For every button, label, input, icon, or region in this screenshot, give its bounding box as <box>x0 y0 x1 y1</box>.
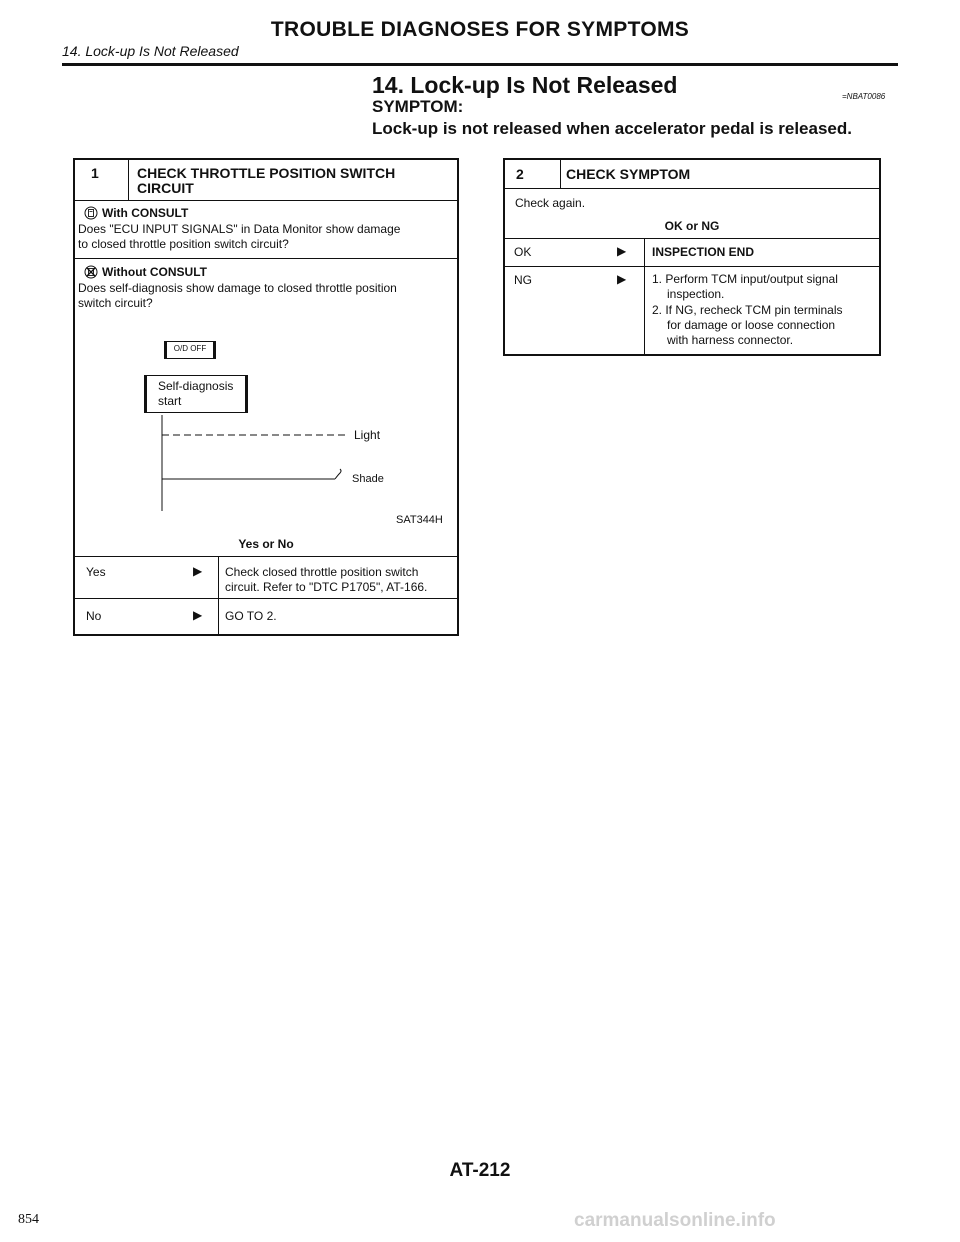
step1-yes-arrow-icon: ▶ <box>193 564 203 578</box>
step2-ng-item1-line2: inspection. <box>667 287 725 301</box>
self-diagnosis-line1: Self-diagnosis <box>158 379 234 393</box>
step1-number: 1 <box>91 165 99 181</box>
margin-number: 854 <box>18 1212 39 1227</box>
figure-id: SAT344H <box>396 514 443 526</box>
symptom-text: Lock-up is not released when accelerator pedal is released. <box>372 119 852 138</box>
step2-ok-action: INSPECTION END <box>652 245 755 259</box>
light-label: Light <box>354 428 381 442</box>
step2-question: OK or NG <box>664 219 720 233</box>
step1-number-divider <box>128 160 129 200</box>
step1-yes-action-line1: Check closed throttle position switch <box>225 565 419 579</box>
page-header-title: TROUBLE DIAGNOSES FOR SYMPTOMS <box>270 18 690 41</box>
step2-ng-label: NG <box>514 273 532 287</box>
step1-header-rule <box>75 200 457 201</box>
without-consult-question-line2: switch circuit? <box>78 296 153 310</box>
step2-number: 2 <box>516 166 524 182</box>
self-diagnosis-line2: start <box>158 394 182 408</box>
step2-ok-rule <box>505 266 879 267</box>
symptom-label: SYMPTOM: <box>372 97 464 116</box>
without-consult-question-line1: Does self-diagnosis show damage to closed throttle position <box>78 281 397 295</box>
step2-ng-item2-line2: for damage or loose connection <box>667 318 836 332</box>
section-title: 14. Lock-up Is Not Released <box>372 72 678 98</box>
page-header-subtitle: 14. Lock-up Is Not Released <box>62 43 239 59</box>
with-consult-question-line1: Does "ECU INPUT SIGNALS" in Data Monitor show damage <box>78 222 401 236</box>
no-consult-icon <box>84 265 98 279</box>
with-consult-question-line2: to closed throttle position switch circuit? <box>78 237 289 251</box>
header-rule <box>62 63 898 66</box>
step1-no-action: GO TO 2. <box>225 609 277 623</box>
step2-ng-item2-line1: 2. If NG, recheck TCM pin terminals <box>652 303 843 317</box>
step2-question-rule <box>505 238 879 239</box>
without-consult-label: Without CONSULT <box>102 265 207 279</box>
consult-icon <box>84 206 98 220</box>
watermark: carmanualsonline.info <box>574 1210 776 1231</box>
step1-yes-rule <box>75 598 457 599</box>
step2-ng-arrow-icon: ▶ <box>617 272 627 286</box>
light-shade-timing-diagram <box>155 413 355 523</box>
step1-yes-action-line2: circuit. Refer to "DTC P1705", AT-166. <box>225 580 428 594</box>
step1-no-arrow-icon: ▶ <box>193 608 203 622</box>
step2-ng-item1-line1: 1. Perform TCM input/output signal <box>652 272 838 286</box>
shade-label: Shade <box>352 473 384 485</box>
with-consult-label: With CONSULT <box>102 206 189 220</box>
step2-header-rule <box>505 188 879 189</box>
section-code: =NBAT0086 <box>842 92 886 101</box>
step2-number-divider <box>560 160 561 188</box>
step1-title-line1: CHECK THROTTLE POSITION SWITCH <box>137 165 396 181</box>
step2-ng-item2-line3: with harness connector. <box>667 333 794 347</box>
step2-body: Check again. <box>515 196 586 210</box>
step1-no-divider <box>218 598 219 634</box>
od-off-label: O/D OFF <box>173 344 207 353</box>
step1-question: Yes or No <box>238 537 294 551</box>
step1-no-label: No <box>86 609 102 623</box>
step2-ng-divider <box>644 266 645 354</box>
step1-consult-rule <box>75 258 457 259</box>
page-number: AT-212 <box>449 1160 511 1181</box>
step2-title: CHECK SYMPTOM <box>566 166 691 182</box>
step2-ok-divider <box>644 238 645 266</box>
step2-ok-arrow-icon: ▶ <box>617 244 627 258</box>
step1-question-rule <box>75 556 457 557</box>
step1-yes-label: Yes <box>86 565 106 579</box>
step1-yes-divider <box>218 556 219 598</box>
step1-title-line2: CIRCUIT <box>137 180 194 196</box>
step2-ok-label: OK <box>514 245 532 259</box>
